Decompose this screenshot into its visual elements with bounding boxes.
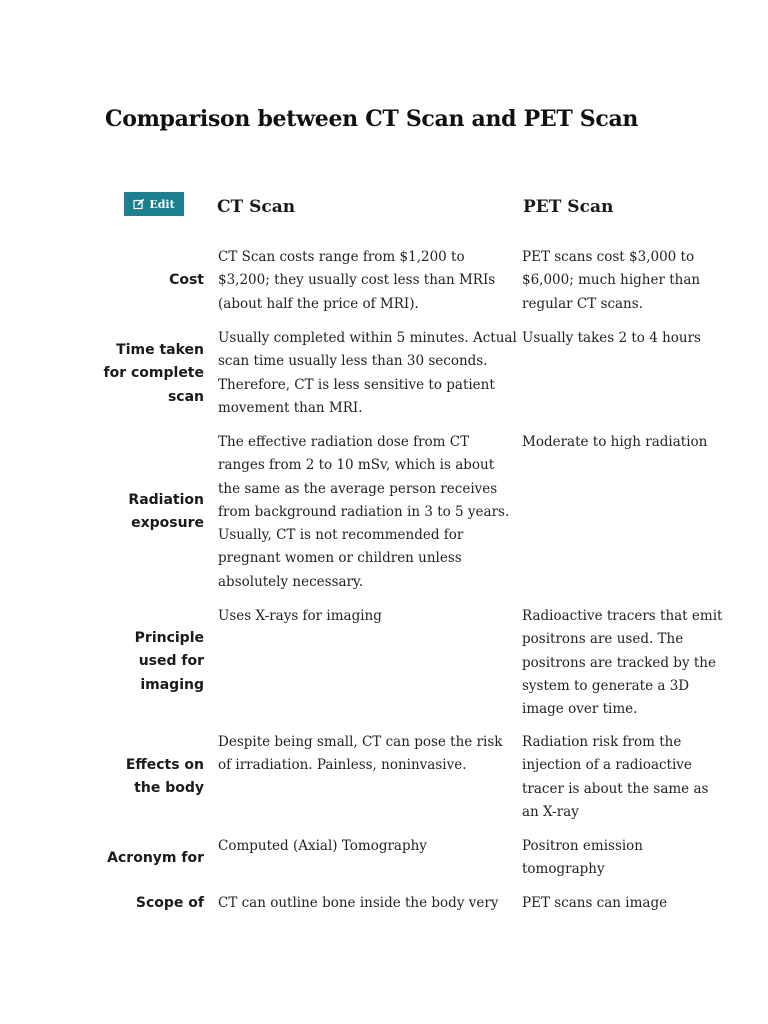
row-label: Time taken for complete scan xyxy=(103,342,204,405)
edit-button-label: Edit xyxy=(149,197,175,211)
cell-ct-scan: Despite being small, CT can pose the risk of irradiation. Painless, noninvasive. xyxy=(218,734,503,774)
row-label: Effects on the body xyxy=(125,757,204,797)
cell-pet-scan: Radioactive tracers that emit positrons are used. The positrons are tracked by the system to generate a 3D image over time. xyxy=(522,608,723,718)
cell-pet-scan: PET scans cost $3,000 to $6,000; much higher than regular CT scans. xyxy=(522,249,701,312)
cell-pet-scan: Moderate to high radiation xyxy=(522,434,708,450)
cell-ct-scan: Computed (Axial) Tomography xyxy=(218,838,427,854)
cell-pet-scan: Radiation risk from the injection of a radioactive tracer is about the same as an X-ray xyxy=(522,734,709,820)
cell-pet-scan: Positron emission tomography xyxy=(522,838,644,878)
cell-ct-scan: The effective radiation dose from CT ranges from 2 to 10 mSv, which is about the same as the average person receives from background radiation in 3 to 5 years. Usually, CT is not recommended for pregnant women or children unless absolutely necessary. xyxy=(218,434,510,590)
page-title: Comparison between CT Scan and PET Scan xyxy=(105,106,639,132)
row-label: Acronym for xyxy=(107,850,204,866)
row-label: Principle used for imaging xyxy=(134,630,204,693)
cell-ct-scan: CT can outline bone inside the body very xyxy=(218,895,499,911)
edit-icon xyxy=(133,198,145,210)
row-label: Scope of xyxy=(135,895,204,911)
edit-button[interactable] xyxy=(124,192,184,216)
column-header-ct-scan: CT Scan xyxy=(217,197,296,217)
cell-ct-scan: CT Scan costs range from $1,200 to $3,200; they usually cost less than MRIs (about half the price of MRI). xyxy=(218,249,496,312)
column-header-pet-scan: PET Scan xyxy=(523,197,614,217)
cell-ct-scan: Uses X-rays for imaging xyxy=(218,608,382,624)
row-label: Cost xyxy=(169,272,204,288)
cell-pet-scan: PET scans can image xyxy=(522,895,668,911)
row-label: Radiation exposure xyxy=(128,492,204,532)
cell-pet-scan: Usually takes 2 to 4 hours xyxy=(522,330,701,346)
cell-ct-scan: Usually completed within 5 minutes. Actual scan time usually less than 30 seconds. Therefore, CT is less sensitive to patient movement than MRI. xyxy=(218,330,517,416)
